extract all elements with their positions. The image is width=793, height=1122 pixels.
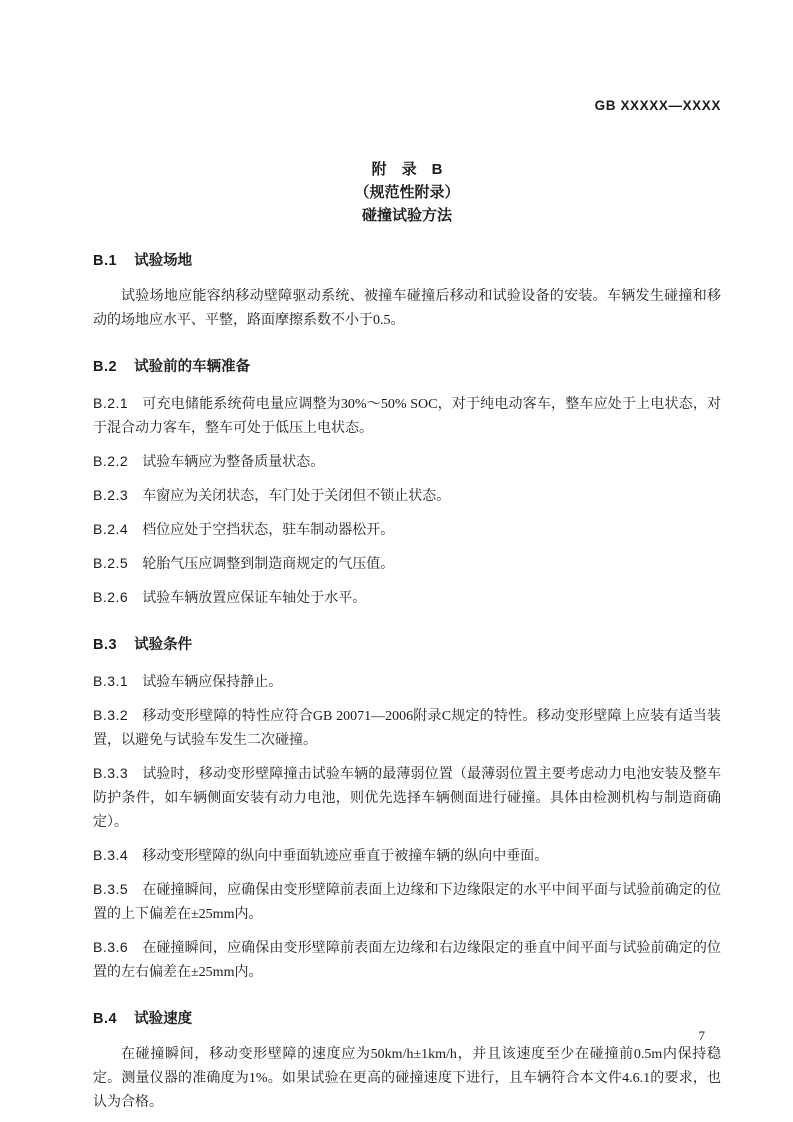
clause-b2-3 [93, 483, 721, 509]
section-title: 试验条件 [134, 637, 193, 653]
clause-text: 移动变形壁障的纵向中垂面轨迹应垂直于被撞车辆的纵向中垂面。 [142, 849, 549, 864]
section-number: B.3 [93, 637, 118, 653]
appendix-subject: 碰撞试验方法 [361, 207, 452, 224]
clause-text: 在碰撞瞬间，应确保由变形壁障前表面上边缘和下边缘限定的水平中间平面与试验前确定的位置的上下偏差在±25mm内。 [93, 883, 721, 922]
clause-text: 在碰撞瞬间，应确保由变形壁障前表面左边缘和右边缘限定的垂直中间平面与试验前确定的位置的左右偏差在±25mm内。 [93, 941, 721, 980]
clause-text: 档位应处于空挡状态，驻车制动器松开。 [142, 523, 395, 538]
page-header [93, 98, 721, 114]
clause-b3-3 [93, 761, 721, 835]
clause-number: B.2.1 [93, 395, 129, 411]
clause-number: B.3.5 [93, 881, 129, 897]
section-title: 试验速度 [134, 1011, 193, 1027]
standard-number: GB XXXXX—XXXX [594, 98, 721, 113]
section-heading-b1 [93, 251, 721, 271]
clause-text: 试验车辆放置应保证车轴处于水平。 [142, 591, 367, 606]
clause-text: 轮胎气压应调整到制造商规定的气压值。 [142, 557, 395, 572]
clause-text: 车窗应为关闭状态，车门处于关闭但不锁止状态。 [142, 489, 451, 504]
clause-b2-1 [93, 391, 721, 441]
clause-number: B.2.3 [93, 487, 129, 503]
section-heading-b3 [93, 635, 721, 655]
clause-number: B.2.5 [93, 555, 129, 571]
appendix-title-block [93, 158, 721, 227]
paragraph-b4: 在碰撞瞬间，移动变形壁障的速度应为50km/h±1km/h，并且该速度至少在碰撞前0.5m内保持稳定。测量仪器的准确度为1%。如果试验在更高的碰撞速度下进行，且车辆符合本文件4.6.1的要求，也认为合格。 [93, 1047, 721, 1110]
paragraph-b1: 试验场地应能容纳移动壁障驱动系统、被撞车碰撞后移动和试验设备的安装。车辆发生碰撞和移动的场地应水平、平整，路面摩擦系数不小于0.5。 [93, 289, 721, 328]
clause-b3-5 [93, 877, 721, 927]
clause-number: B.3.6 [93, 939, 129, 955]
clause-b2-5 [93, 551, 721, 577]
clause-b3-6 [93, 935, 721, 985]
clause-number: B.2.2 [93, 453, 129, 469]
page-number: 7 [698, 1028, 705, 1043]
section-number: B.4 [93, 1011, 118, 1027]
clause-number: B.3.2 [93, 707, 129, 723]
section-number: B.2 [93, 359, 118, 375]
clause-b2-2 [93, 449, 721, 475]
section-heading-b2 [93, 357, 721, 377]
clause-b3-1 [93, 669, 721, 695]
appendix-type: （规范性附录） [354, 184, 460, 201]
clause-number: B.3.4 [93, 847, 129, 863]
section-title: 试验场地 [134, 253, 193, 269]
clause-text: 试验车辆应为整备质量状态。 [142, 455, 325, 470]
clause-b2-4 [93, 517, 721, 543]
clause-number: B.2.4 [93, 521, 129, 537]
section-title: 试验前的车辆准备 [134, 359, 251, 375]
clause-text: 试验车辆应保持静止。 [142, 675, 283, 690]
clause-b3-4 [93, 843, 721, 869]
clause-text: 移动变形壁障的特性应符合GB 20071—2006附录C规定的特性。移动变形壁障上应装有适当装置，以避免与试验车发生二次碰撞。 [93, 709, 721, 748]
section-number: B.1 [93, 253, 118, 269]
appendix-label: 附 录 B [371, 161, 443, 178]
clause-number: B.3.3 [93, 765, 129, 781]
clause-b3-2 [93, 703, 721, 753]
clause-number: B.2.6 [93, 589, 129, 605]
section-heading-b4 [93, 1009, 721, 1029]
clause-text: 可充电储能系统荷电量应调整为30%～50% SOC，对于纯电动客车，整车应处于上电状态，对于混合动力客车，整车可处于低压上电状态。 [93, 397, 721, 436]
clause-text: 试验时，移动变形壁障撞击试验车辆的最薄弱位置（最薄弱位置主要考虑动力电池安装及整车防护条件，如车辆侧面安装有动力电池，则优先选择车辆侧面进行碰撞。具体由检测机构与制造商确定）。 [93, 767, 721, 830]
clause-number: B.3.1 [93, 673, 129, 689]
clause-b2-6 [93, 585, 721, 611]
